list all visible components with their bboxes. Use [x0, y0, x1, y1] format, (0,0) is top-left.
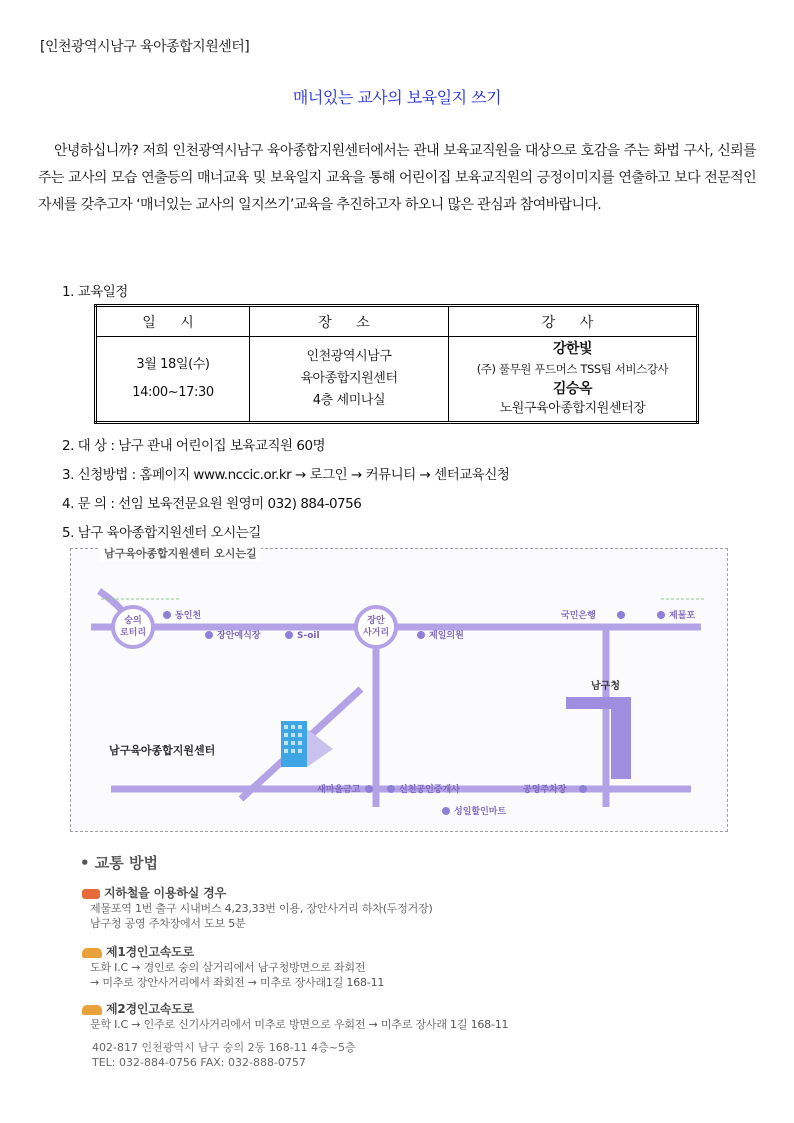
- place-line-2: 육아종합지원센터: [300, 371, 398, 386]
- subway-directions: [82, 884, 433, 931]
- schedule-table: [94, 304, 699, 424]
- cell-lecturer: [449, 337, 698, 423]
- schedule-time: 14:00~17:30: [132, 385, 214, 400]
- intro-paragraph: 안녕하십니까? 저희 인천광역시남구 육아종합지원센터에서는 관내 보육교직원을 대상으로 호감을 주는 화법 구사, 신뢰를 주는 교사의 모습 연출등의 매너교육 및 보육일지 교육을 통해 어린이집 보육교직원의 긍정이미지를 연출하고 보다 전문적인 자세를 갖추고자 ‘매너있는 교사의 일지쓰기’교육을 추진하고자 하오니 많은 관심과 참여바랍니다.: [38, 143, 756, 213]
- map-title: 남구육아종합지원센터 오시는길: [100, 545, 261, 561]
- map-label-seongil: 성일할인마트: [454, 807, 507, 817]
- address-block: [92, 1040, 356, 1070]
- highway1-line-1: 도화 I.C → 경인로 숭의 삼거리에서 남구청방면으로 좌회전: [90, 961, 366, 974]
- map-label-soil: S-oil: [297, 631, 320, 641]
- section-target: 2. 대 상 : 남구 관내 어린이집 보육교직원 60명: [62, 438, 326, 454]
- map-label-dongincheon: 동인천: [175, 611, 202, 621]
- highway2-directions: [82, 1000, 508, 1032]
- header-datetime: 일 시: [96, 306, 250, 337]
- directions-map: [70, 548, 728, 832]
- header-lecturer: 강 사: [449, 306, 698, 337]
- subway-line-1: 제물포역 1번 출구 시내버스 4,23,33번 이용, 장안사거리 하차(두정거장): [90, 902, 433, 915]
- section-schedule-heading: 1. 교육일정: [62, 284, 128, 300]
- map-label-sungui-1: 숭의: [124, 616, 142, 626]
- place-line-1: 인천광역시남구: [306, 349, 392, 364]
- car-icon: [82, 948, 102, 958]
- center-building-icon: [281, 721, 333, 767]
- car-icon: [82, 1005, 102, 1015]
- lecturer-2-name: 김승옥: [552, 381, 593, 397]
- section-contact: 4. 문 의 : 선임 보육전문요원 원영미 032) 884-0756: [62, 496, 362, 512]
- map-label-jeil: 제일의원: [429, 631, 464, 641]
- subway-line-2: 남구청 공영 주차장에서 도보 5분: [90, 917, 246, 930]
- address-line: 402-817 인천광역시 남구 숭의 2동 168-11 4층~5층: [92, 1041, 356, 1054]
- document-title: 매너있는 교사의 보육일지 쓰기: [292, 88, 502, 107]
- header-place: 장 소: [250, 306, 449, 337]
- map-label-transport: 신천공인중개사: [399, 785, 460, 795]
- map-label-jemulpo: 제물포: [669, 611, 696, 621]
- map-label-center: 남구육아종합지원센터: [109, 744, 216, 757]
- cell-place: [250, 337, 449, 423]
- cell-datetime: [96, 337, 250, 423]
- map-label-sungui-2: 로터리: [119, 628, 147, 638]
- highway1-line-2: → 미추로 장안사거리에서 좌회전 → 미추로 장사래1길 168-11: [90, 976, 385, 989]
- highway2-line-1: 문학 I.C → 인주로 신기사거리에서 미추로 방면으로 우회전 → 미추로 장사래 1길 168-11: [90, 1018, 509, 1031]
- lecturer-1-role: (주) 풀무원 푸드머스 TSS팀 서비스강사: [476, 362, 669, 376]
- schedule-date: 3월 18일(수): [136, 357, 210, 372]
- phone-line: TEL: 032-884-0756 FAX: 032-888-0757: [92, 1056, 306, 1069]
- organization-header: [인천광역시남구 육아종합지원센터]: [40, 39, 250, 55]
- map-label-jangan-restaurant: 장안예식장: [217, 631, 261, 641]
- map-label-saemaeul: 새마을금고: [317, 785, 361, 795]
- map-graphic: [71, 549, 727, 831]
- map-label-jangan-2: 사거리: [362, 628, 390, 638]
- highway1-directions: [82, 943, 384, 990]
- subway-heading: 지하철을 이용하실 경우: [104, 886, 226, 900]
- highway2-heading: 제2경인고속도로: [106, 1002, 194, 1016]
- map-label-jangan-1: 장안: [367, 616, 385, 626]
- subway-icon: [82, 889, 100, 899]
- transport-title: • 교통 방법: [80, 854, 158, 872]
- place-line-3: 4층 세미나실: [312, 393, 386, 408]
- map-label-namgu-office: 남구청: [591, 681, 620, 692]
- lecturer-1-name: 강한빛: [552, 341, 593, 357]
- lecturer-2-role: 노원구육아종합지원센터장: [499, 401, 646, 416]
- section-directions: 5. 남구 육아종합지원센터 오시는길: [62, 525, 261, 541]
- map-label-parking: 공영주차장: [523, 785, 567, 795]
- map-label-kookmin: 국민은행: [561, 611, 596, 621]
- highway1-heading: 제1경인고속도로: [106, 945, 194, 959]
- section-apply: 3. 신청방법 : 홈페이지 www.nccic.or.kr → 로그인 → 커뮤니티 → 센터교육신청: [62, 467, 510, 483]
